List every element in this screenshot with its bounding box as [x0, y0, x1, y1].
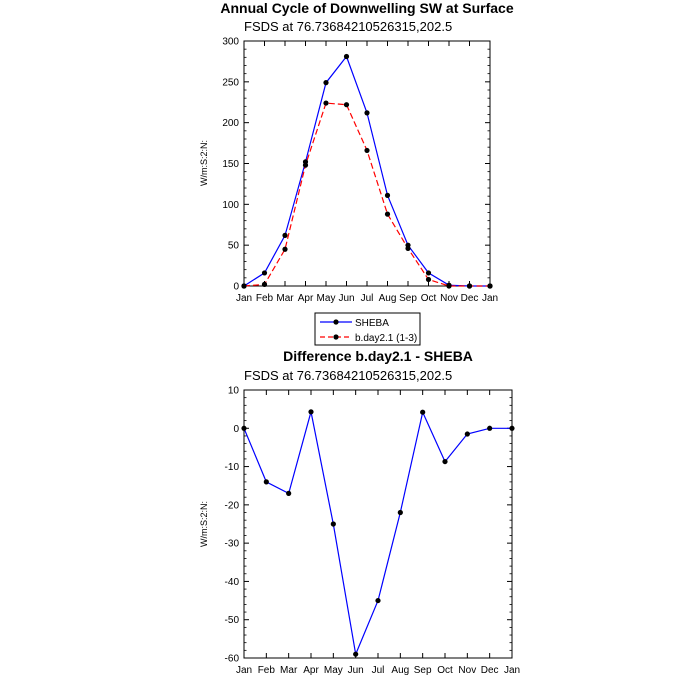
y-tick-label: 100	[222, 199, 239, 211]
data-point-s1-2	[282, 247, 287, 252]
x-tick-label: Sep	[413, 665, 432, 676]
data-point-s1-11	[467, 283, 472, 288]
data-point-s1-5	[344, 102, 349, 107]
data-point-s0-10	[465, 431, 470, 436]
x-tick-label: Jan	[481, 293, 499, 304]
y-tick-label: 10	[227, 385, 239, 397]
x-tick-label: Jul	[371, 665, 385, 676]
chart-top-legend	[315, 313, 420, 345]
data-point-s0-5	[344, 54, 349, 59]
data-point-s0-9	[442, 459, 447, 464]
chart-top-ylabel: W/m:S:2:N:	[199, 139, 209, 187]
data-point-s0-7	[385, 193, 390, 198]
data-point-s1-4	[323, 100, 328, 105]
data-point-s0-7	[398, 510, 403, 515]
data-point-s1-9	[426, 277, 431, 282]
data-point-s0-3	[308, 409, 313, 414]
x-tick-label: Dec	[460, 293, 479, 304]
data-point-s1-10	[446, 283, 451, 288]
x-tick-label: Dec	[480, 665, 499, 676]
chart-top-subtitle: FSDS at 76.73684210526315,202.5	[244, 19, 453, 34]
legend-label-sheba: SHEBA	[355, 318, 389, 329]
x-tick-label: Feb	[255, 293, 274, 304]
x-tick-label: Feb	[257, 665, 275, 676]
y-tick-label: -20	[224, 500, 239, 512]
y-tick-label: 150	[222, 159, 239, 170]
x-tick-label: Jul	[360, 293, 374, 304]
x-tick-label: Mar	[276, 293, 294, 304]
x-tick-label: Oct	[420, 293, 437, 304]
x-tick-label: Aug	[391, 665, 410, 676]
chart-top-title: Annual Cycle of Downwelling SW at Surface	[220, 0, 514, 16]
chart-bottom	[199, 348, 520, 676]
data-point-s1-6	[364, 148, 369, 153]
data-point-s0-8	[420, 410, 425, 415]
chart-bottom-subtitle: FSDS at 76.73684210526315,202.5	[244, 368, 453, 383]
x-tick-label: May	[316, 293, 336, 304]
y-tick-label: 0	[233, 423, 239, 435]
legend-marker-sheba	[333, 319, 338, 324]
x-tick-label: Jan	[503, 665, 521, 676]
y-tick-label: 250	[222, 77, 239, 89]
x-tick-label: Mar	[280, 665, 298, 676]
x-tick-label: Jan	[235, 293, 253, 304]
y-tick-label: 0	[233, 281, 239, 293]
y-tick-label: 300	[222, 36, 239, 48]
data-point-s0-4	[331, 521, 336, 526]
x-tick-label: Nov	[440, 293, 458, 304]
x-tick-label: Oct	[437, 665, 453, 676]
data-point-s1-1	[262, 282, 267, 287]
x-tick-label: Jan	[235, 665, 253, 676]
data-point-s0-9	[426, 270, 431, 275]
series-line-1	[244, 103, 490, 286]
data-point-s0-2	[286, 491, 291, 496]
data-point-s0-0	[241, 426, 246, 431]
series-line-0	[244, 57, 490, 287]
y-tick-label: 50	[227, 240, 239, 252]
data-point-s1-7	[385, 212, 390, 217]
x-tick-label: May	[323, 665, 343, 676]
data-point-s0-4	[323, 80, 328, 85]
chart-top	[199, 0, 514, 345]
y-tick-label: -10	[224, 462, 239, 474]
chart-top-x-axis	[236, 41, 498, 304]
chart-top-plot-frame	[244, 41, 490, 286]
data-point-s0-11	[487, 426, 492, 431]
data-point-s1-8	[405, 246, 410, 251]
chart-bottom-series	[241, 409, 514, 657]
data-point-s1-12	[487, 283, 492, 288]
x-tick-label: Apr	[297, 293, 314, 304]
chart-bottom-ylabel: W/m:S:2:N:	[199, 500, 209, 548]
data-point-s0-1	[264, 479, 269, 484]
series-line-0	[244, 412, 512, 654]
chart-bottom-title: Difference b.day2.1 - SHEBA	[283, 348, 473, 364]
y-tick-label: 200	[222, 118, 239, 130]
chart-bottom-plot-frame	[244, 390, 512, 658]
data-point-s0-5	[353, 652, 358, 657]
legend-marker-bday	[333, 334, 338, 339]
data-point-s1-0	[241, 283, 246, 288]
y-tick-label: -30	[224, 538, 239, 550]
x-tick-label: Nov	[458, 665, 477, 676]
legend-label-bday: b.day2.1 (1-3)	[355, 333, 418, 344]
x-tick-label: Sep	[399, 293, 417, 304]
chart-top-y-axis	[222, 37, 490, 293]
x-tick-label: Apr	[303, 665, 319, 676]
y-tick-label: -40	[224, 576, 239, 588]
chart-bottom-x-axis	[236, 390, 520, 676]
data-point-s0-6	[375, 598, 380, 603]
data-point-s0-6	[364, 110, 369, 115]
y-tick-label: -50	[224, 615, 239, 627]
data-point-s0-2	[282, 233, 287, 238]
data-point-s1-3	[303, 163, 308, 168]
data-point-s0-1	[262, 270, 267, 275]
chart-top-series	[241, 54, 492, 289]
x-tick-label: Aug	[378, 293, 397, 304]
data-point-s0-12	[509, 426, 514, 431]
y-tick-label: -60	[224, 653, 239, 665]
x-tick-label: Jun	[347, 665, 364, 676]
x-tick-label: Jun	[338, 293, 355, 304]
